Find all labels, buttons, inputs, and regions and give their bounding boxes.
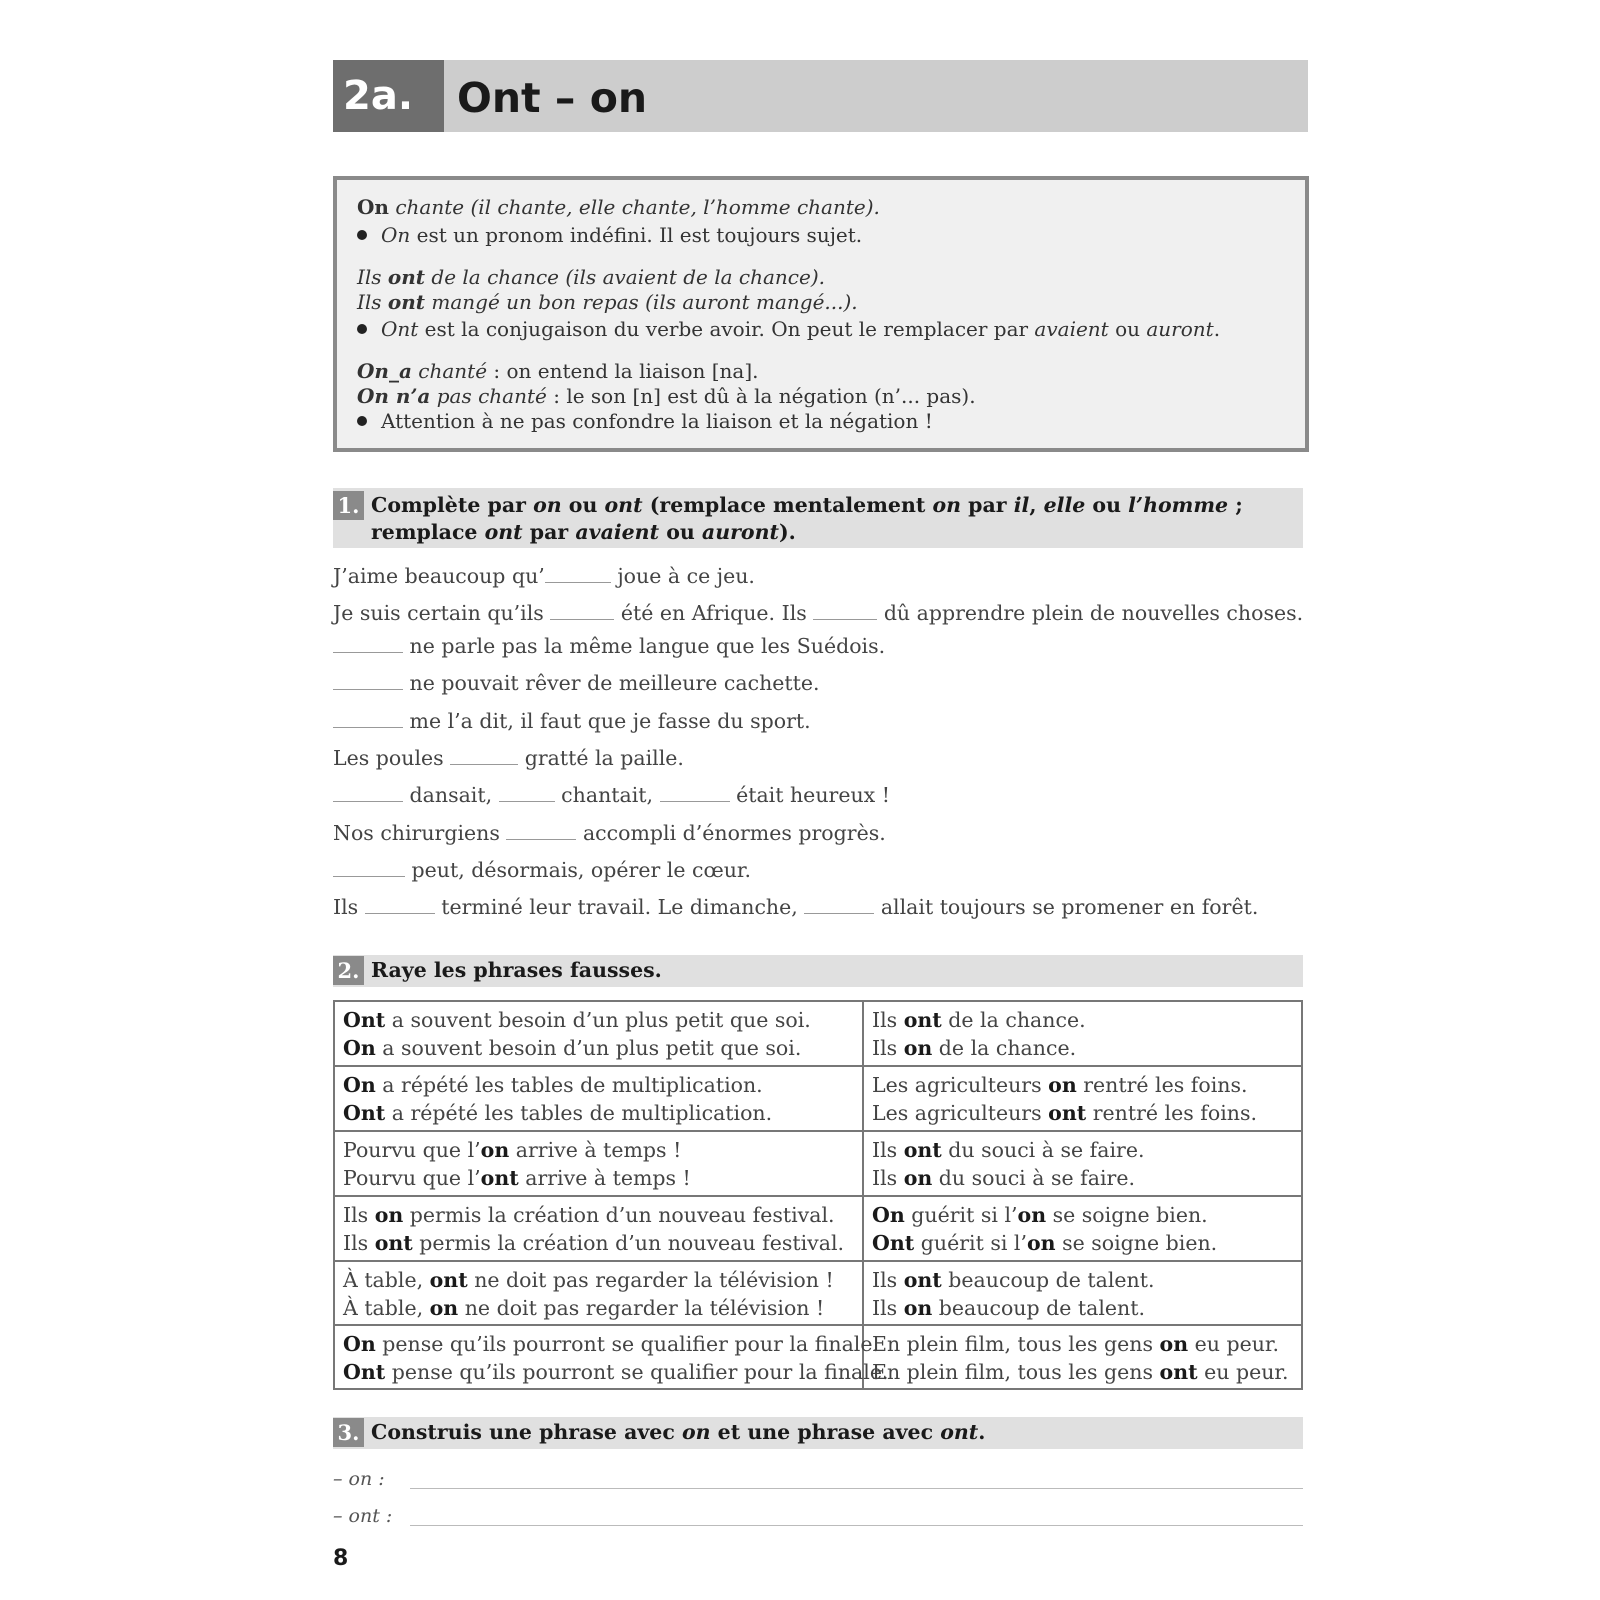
blank-field[interactable] <box>450 764 518 765</box>
write-label-on: – on : <box>333 1468 385 1490</box>
sentence-option[interactable]: On a répété les tables de multiplication. <box>343 1073 763 1097</box>
table-cell <box>864 1326 1288 1386</box>
sentence-option[interactable]: Les agriculteurs ont rentré les foins. <box>872 1101 1257 1125</box>
sentence-option[interactable]: On a souvent besoin d’un plus petit que soi. <box>343 1036 802 1060</box>
sentence-option[interactable]: On guérit si l’on se soigne bien. <box>872 1203 1208 1227</box>
rule-line: On est un pronom indéfini. Il est toujours sujet. <box>357 222 862 248</box>
sentence-option[interactable]: Ils on du souci à se faire. <box>872 1166 1135 1190</box>
sentence-option[interactable]: Pourvu que l’on arrive à temps ! <box>343 1138 682 1162</box>
sentence-option[interactable]: En plein film, tous les gens on eu peur. <box>872 1332 1279 1356</box>
table-cell <box>335 1326 888 1386</box>
fill-sentence: Je suis certain qu’ils été en Afrique. Ils dû apprendre plein de nouvelles choses. <box>333 601 1304 625</box>
rule-line: Ils ont de la chance (ils avaient de la chance). <box>357 265 825 289</box>
sentence-option[interactable]: À table, ont ne doit pas regarder la télévision ! <box>343 1268 834 1292</box>
sentences-table <box>333 1000 1303 1390</box>
table-cell <box>335 1132 691 1192</box>
blank-field[interactable] <box>333 652 403 653</box>
sentence-option[interactable]: Ils ont de la chance. <box>872 1008 1086 1032</box>
answer-line-on[interactable] <box>410 1488 1303 1489</box>
fill-sentence: J’aime beaucoup qu’ joue à ce jeu. <box>333 564 755 588</box>
fill-sentence: dansait, chantait, était heureux ! <box>333 783 890 807</box>
exercise-2-header <box>333 955 1303 987</box>
sentence-option[interactable]: Les agriculteurs on rentré les foins. <box>872 1073 1248 1097</box>
exercise-number: 1. <box>333 491 364 520</box>
exercise-1-instruction: Complète par on ou ont (remplace mentalement on par il, elle ou l’homme ; remplace ont par avaient ou auront). <box>371 493 1243 544</box>
exercise-number: 3. <box>333 1418 364 1447</box>
sentence-option[interactable]: Ils ont permis la création d’un nouveau festival. <box>343 1231 845 1255</box>
fill-sentence: ne pouvait rêver de meilleure cachette. <box>333 671 820 695</box>
blank-field[interactable] <box>545 582 611 583</box>
blank-field[interactable] <box>660 801 730 802</box>
exercise-2-instruction: Raye les phrases fausses. <box>371 958 662 982</box>
blank-field[interactable] <box>550 619 614 620</box>
sentence-option[interactable]: Ont a souvent besoin d’un plus petit que soi. <box>343 1008 811 1032</box>
rule-line: Ils ont mangé un bon repas (ils auront mangé...). <box>357 290 858 314</box>
blank-field[interactable] <box>804 913 874 914</box>
blank-field[interactable] <box>499 801 555 802</box>
table-cell <box>335 1262 834 1322</box>
fill-sentence: me l’a dit, il faut que je fasse du sport. <box>333 709 811 733</box>
table-cell <box>864 1002 1086 1062</box>
exercise-number: 2. <box>333 956 364 985</box>
sentence-option[interactable]: Ils ont du souci à se faire. <box>872 1138 1145 1162</box>
fill-sentence: peut, désormais, opérer le cœur. <box>333 858 751 882</box>
blank-field[interactable] <box>333 689 403 690</box>
rule-box <box>333 176 1309 452</box>
rule-line: Attention à ne pas confondre la liaison et la négation ! <box>357 408 933 434</box>
table-cell <box>335 1002 811 1062</box>
sentence-option[interactable]: On pense qu’ils pourront se qualifier pour la finale. <box>343 1332 879 1356</box>
sentence-option[interactable]: Ont pense qu’ils pourront se qualifier pour la finale. <box>343 1360 889 1384</box>
sentence-option[interactable]: Ont a répété les tables de multiplication. <box>343 1101 773 1125</box>
blank-field[interactable] <box>813 619 877 620</box>
exercise-1-header <box>333 488 1303 548</box>
table-cell <box>335 1197 844 1257</box>
page-number: 8 <box>333 1546 349 1571</box>
answer-line-ont[interactable] <box>410 1525 1303 1526</box>
blank-field[interactable] <box>333 801 403 802</box>
fill-sentence: Les poules gratté la paille. <box>333 746 684 770</box>
blank-field[interactable] <box>333 876 405 877</box>
sentence-option[interactable]: Ils on permis la création d’un nouveau festival. <box>343 1203 835 1227</box>
exercise-3-header <box>333 1417 1303 1449</box>
sentence-option[interactable]: Ils on beaucoup de talent. <box>872 1296 1146 1320</box>
fill-sentence: ne parle pas la même langue que les Suédois. <box>333 634 885 658</box>
bullet-icon <box>357 230 367 240</box>
fill-sentence: Ils terminé leur travail. Le dimanche, allait toujours se promener en forêt. <box>333 895 1259 919</box>
title-banner <box>333 60 1308 132</box>
fill-sentence: Nos chirurgiens accompli d’énormes progrès. <box>333 821 886 845</box>
rule-line: On_a chanté : on entend la liaison [na]. <box>357 359 759 383</box>
lesson-number: 2a. <box>333 60 444 132</box>
lesson-title: Ont – on <box>457 74 648 122</box>
table-cell <box>335 1067 772 1127</box>
blank-field[interactable] <box>506 839 576 840</box>
blank-field[interactable] <box>333 727 403 728</box>
table-cell <box>864 1067 1257 1127</box>
sentence-option[interactable]: Ils ont beaucoup de talent. <box>872 1268 1155 1292</box>
sentence-option[interactable]: À table, on ne doit pas regarder la télévision ! <box>343 1296 825 1320</box>
write-label-ont: – ont : <box>333 1505 393 1527</box>
rule-line: On n’a pas chanté : le son [n] est dû à la négation (n’... pas). <box>357 384 976 408</box>
rule-line: On chante (il chante, elle chante, l’homme chante). <box>357 195 880 219</box>
table-cell <box>864 1197 1217 1257</box>
table-cell <box>864 1132 1144 1192</box>
sentence-option[interactable]: En plein film, tous les gens ont eu peur. <box>872 1360 1289 1384</box>
sentence-option[interactable]: Ils on de la chance. <box>872 1036 1077 1060</box>
sentence-option[interactable]: Pourvu que l’ont arrive à temps ! <box>343 1166 691 1190</box>
blank-field[interactable] <box>365 913 435 914</box>
bullet-icon <box>357 416 367 426</box>
sentence-option[interactable]: Ont guérit si l’on se soigne bien. <box>872 1231 1218 1255</box>
exercise-3-instruction: Construis une phrase avec on et une phrase avec ont. <box>371 1420 986 1444</box>
rule-line: Ont est la conjugaison du verbe avoir. On peut le remplacer par avaient ou auront. <box>357 316 1220 342</box>
table-cell <box>864 1262 1155 1322</box>
bullet-icon <box>357 324 367 334</box>
